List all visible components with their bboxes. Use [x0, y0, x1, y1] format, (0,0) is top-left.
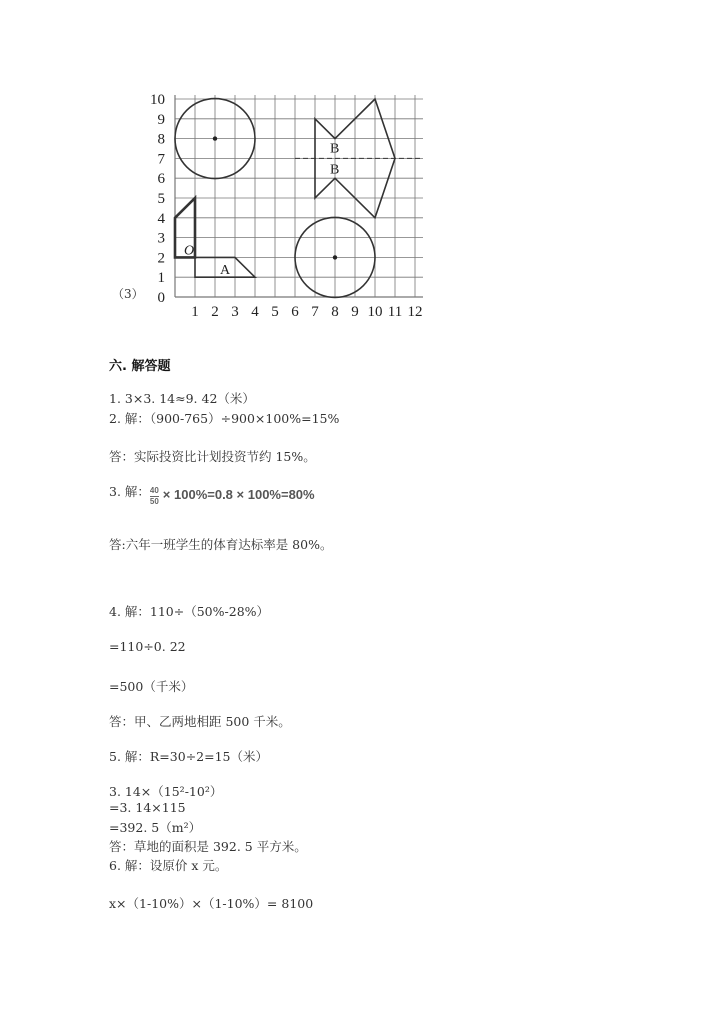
- answer-4-conclusion: 答：甲、乙两地相距 500 千米。: [109, 714, 291, 729]
- y-tick-label: 3: [157, 230, 165, 247]
- numerator: 40: [149, 486, 159, 495]
- y-tick-label: 10: [150, 92, 165, 108]
- answer-5-step-2: =3. 14×115: [109, 800, 186, 815]
- answer-2: 2. 解：（900-765）÷900×100%=15%: [109, 411, 340, 426]
- y-tick-label: 8: [157, 131, 165, 148]
- answer-5: 5. 解：R=30÷2=15（米）: [109, 749, 268, 764]
- answer-3: [109, 482, 315, 507]
- answer-1: 1. 3×3. 14≈9. 42（米）: [109, 391, 255, 406]
- figure-label: （3）: [112, 287, 144, 301]
- fraction: [150, 486, 159, 507]
- x-tick-label: 2: [211, 304, 219, 320]
- denominator: 50: [149, 497, 159, 506]
- shape-b-label: B: [330, 141, 340, 157]
- center-point: [333, 255, 337, 259]
- x-tick-label: 3: [231, 304, 239, 320]
- y-tick-label: 0: [157, 290, 165, 306]
- x-tick-label: 8: [331, 304, 339, 320]
- x-tick-label: 9: [351, 304, 359, 320]
- answer-4: 4. 解：110÷（50%-28%）: [109, 604, 270, 619]
- center-point: [213, 136, 217, 140]
- y-tick-label: 4: [157, 210, 165, 227]
- x-tick-label: 11: [387, 304, 403, 320]
- y-tick-label: 2: [157, 250, 165, 267]
- grid-figure: [0, 0, 720, 334]
- y-tick-label: 5: [157, 191, 165, 207]
- answer-2-conclusion: 答：实际投资比计划投资节约 15%。: [109, 449, 316, 464]
- y-tick-label: 7: [157, 151, 165, 168]
- x-tick-label: 7: [311, 304, 319, 320]
- point-o-label: O: [184, 243, 195, 259]
- answer-5-step-1: 3. 14×（15²-10²）: [109, 784, 223, 799]
- answer-5-step-3: =392. 5（m²）: [109, 820, 202, 835]
- answer-6: 6. 解：设原价 x 元。: [109, 858, 228, 873]
- x-tick-label: 12: [407, 304, 423, 320]
- answer-4-step-2: =500（千米）: [109, 679, 194, 694]
- x-tick-label: 5: [271, 304, 279, 320]
- shape-a-label: A: [220, 263, 231, 279]
- answer-4-step-1: =110÷0. 22: [109, 639, 186, 654]
- x-tick-label: 6: [291, 304, 299, 320]
- answer-5-conclusion: 答：草地的面积是 392. 5 平方米。: [109, 839, 307, 854]
- x-tick-label: 1: [191, 304, 199, 320]
- answer-3-conclusion: 答:六年一班学生的体育达标率是 80%。: [109, 537, 333, 552]
- shape-b-label: B: [330, 162, 340, 178]
- y-tick-label: 9: [157, 111, 165, 128]
- x-tick-label: 10: [367, 304, 383, 320]
- y-tick-label: 1: [157, 270, 165, 287]
- answer-3-equation: × 100%=0.8 × 100%=80%: [162, 487, 315, 502]
- x-tick-label: 4: [251, 304, 259, 320]
- coordinate-grid: [0, 0, 720, 330]
- section-title: 六. 解答题: [109, 359, 171, 374]
- answer-6-equation: x×（1-10%）×（1-10%）= 8100: [109, 896, 314, 911]
- y-tick-label: 6: [157, 171, 165, 188]
- answer-3-prefix: 3. 解：: [109, 484, 150, 499]
